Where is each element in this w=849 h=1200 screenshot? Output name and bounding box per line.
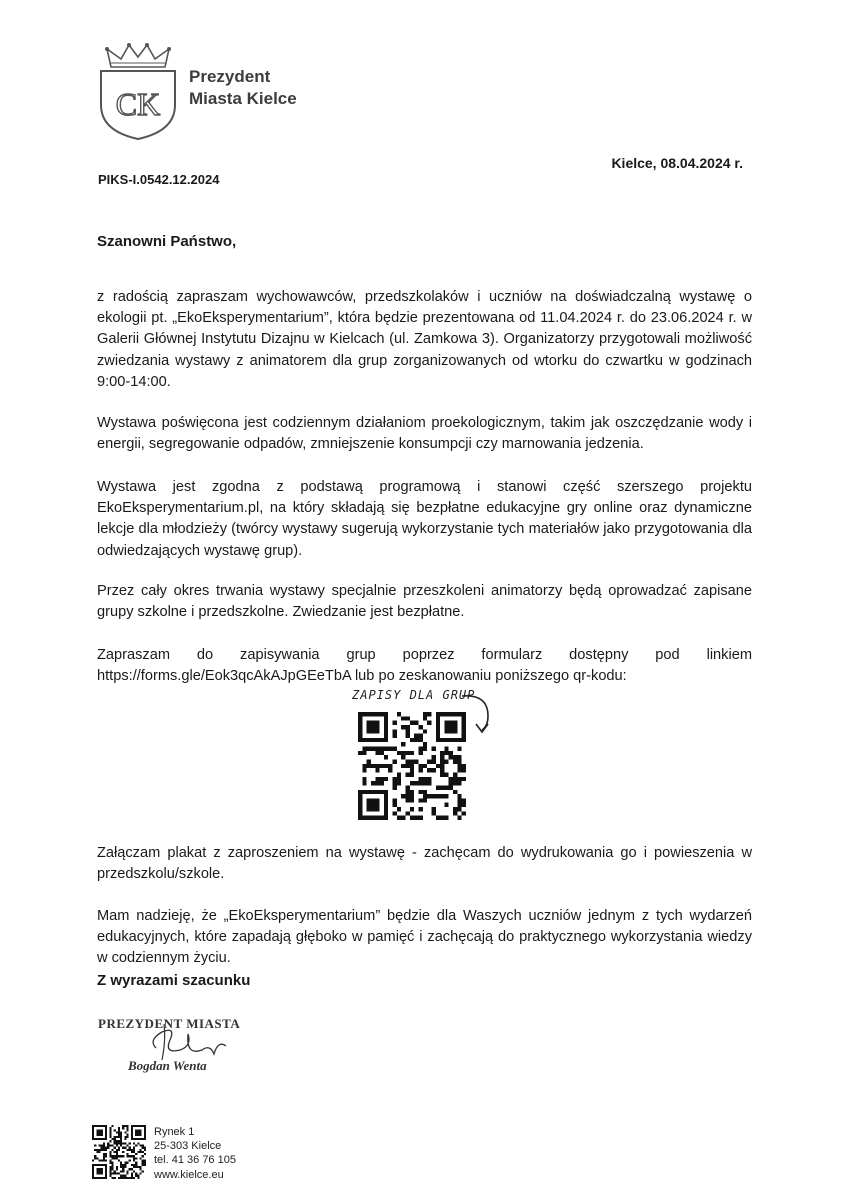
paragraph-topic: Wystawa poświęcona jest codziennym działaniom proekologicznym, takim jak oszczędzanie wody i energii, segregowanie odpadów, zmniejszenie konsumpcji czy marnowania jedzenia.	[97, 414, 752, 452]
footer-qr-code[interactable]	[92, 1125, 146, 1179]
closing-phrase: Z wyrazami szacunku	[97, 972, 251, 989]
letter-date: Kielce, 08.04.2024 r.	[611, 155, 743, 171]
paragraph-poster: Załączam plakat z zaproszeniem na wystawę - zachęcam do wydrukowania go i powieszenia w przedszkolu/szkole.	[97, 844, 752, 882]
paragraph-invitation: z radością zapraszam wychowawców, przedszkolaków i uczniów na doświadczalną wystawę o ekologii pt. „EkoEksperymentarium”, która będzie prezentowana od 11.04.2024 r. do 23.06.2024 r. w Galerii Głównej Instytutu Dizajnu w Kielcach (ul. Zamkowa 3). Organizatorzy przygotowali możliwość zwiedzania wystawy z animatorem dla grup zorganizowanych od wtorku do czwartku w godzinach 9:00-14:00.	[97, 288, 752, 391]
footer-address	[154, 1125, 236, 1182]
address-phone: tel. 41 36 76 105	[154, 1154, 236, 1167]
stamp-title: PREZYDENT MIASTA	[98, 1016, 241, 1031]
paragraph-curriculum: Wystawa jest zgodna z podstawą programową i stanowi część szerszego projektu EkoEksperymentarium.pl, na który składają się bezpłatne edukacyjne gry online oraz dynamiczne lekcje dla młodzieży (twórcy wystawy sugerują wykorzystanie tych materiałów jako przygotowania dla odwiedzających wystawę grup).	[97, 478, 752, 559]
svg-text:CK: CK	[115, 86, 161, 122]
header-title-line1: Prezydent	[189, 67, 271, 86]
qr-label: ZAPISY DLA GRUP	[352, 688, 476, 702]
reference-number: PIKS-I.0542.12.2024	[98, 172, 220, 187]
paragraph-guides: Przez cały okres trwania wystawy specjalnie przeszkoleni animatorzy będą oprowadzać zapisane grupy szkolne i przedszkolne. Zwiedzanie jest bezpłatne.	[97, 582, 752, 620]
paragraph-closing-hope: Mam nadzieję, że „EkoEksperymentarium” będzie dla Waszych uczniów jednym z tych wydarzeń edukacyjnych, które zapadają głęboko w pamięć i zachęcają do praktycznego wykorzystania wiedzy w codziennym życiu.	[97, 907, 752, 967]
address-website[interactable]: www.kielce.eu	[154, 1168, 224, 1181]
registration-qr-code[interactable]	[358, 712, 466, 820]
stamp-name: Bogdan Wenta	[128, 1058, 207, 1073]
handwritten-signature	[118, 1010, 248, 1070]
kielce-crest-logo	[97, 41, 179, 141]
address-postal: 25-303 Kielce	[154, 1140, 222, 1153]
address-street: Rynek 1	[154, 1126, 195, 1138]
salutation: Szanowni Państwo,	[97, 233, 237, 250]
paragraph-registration: Zapraszam do zapisywania grup poprzez formularz dostępny pod linkiem https://forms.gle/Eok3qcAkAJpGEeTbA lub po zeskanowaniu poniższego qr-kodu:	[97, 646, 752, 684]
header-title-line2: Miasta Kielce	[189, 89, 297, 108]
signature-stamp	[98, 1010, 268, 1080]
header-title	[189, 66, 297, 110]
